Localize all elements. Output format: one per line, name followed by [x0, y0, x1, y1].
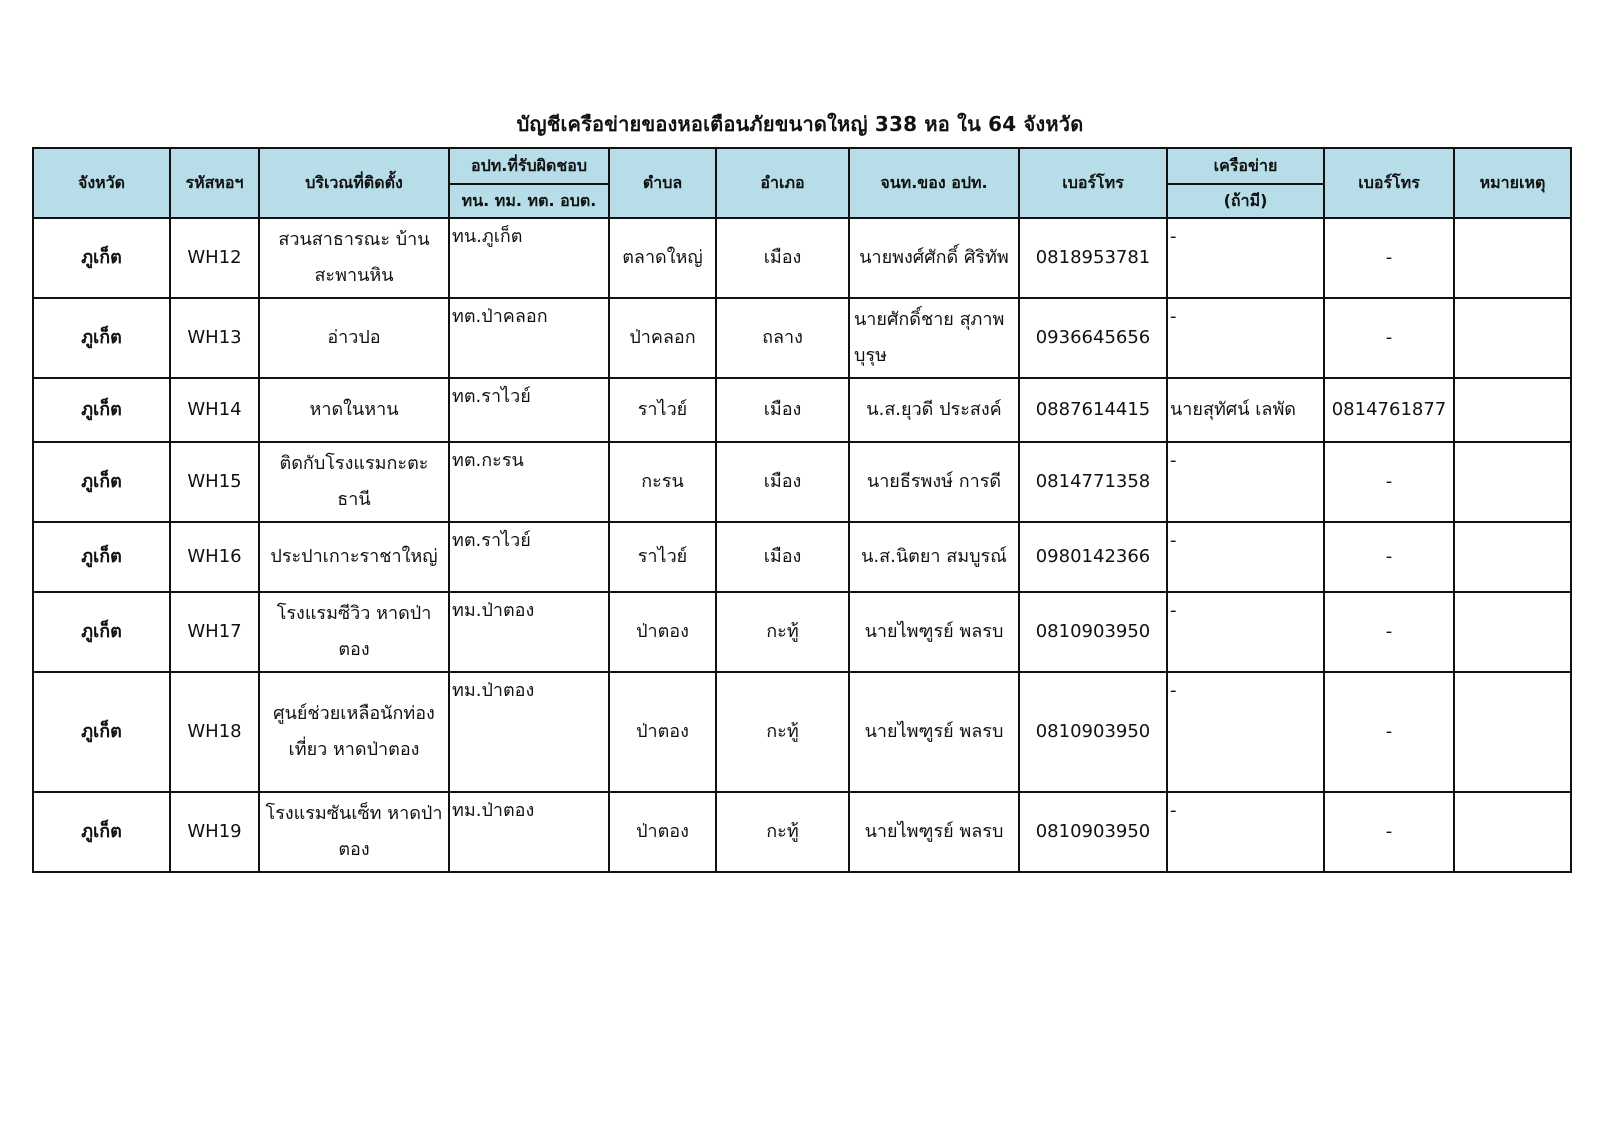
cell-district: ถลาง — [716, 298, 849, 378]
cell-subdistrict: ป่าตอง — [609, 672, 716, 792]
cell-network: - — [1167, 298, 1324, 378]
cell-network-phone: - — [1324, 592, 1454, 672]
header-agency-group: อปท.ที่รับผิดชอบ — [449, 148, 609, 184]
cell-province: ภูเก็ต — [33, 522, 170, 592]
cell-province: ภูเก็ต — [33, 592, 170, 672]
cell-subdistrict: ราไวย์ — [609, 378, 716, 442]
cell-phone: 0810903950 — [1019, 672, 1167, 792]
cell-code: WH13 — [170, 298, 259, 378]
cell-province: ภูเก็ต — [33, 672, 170, 792]
cell-code: WH12 — [170, 218, 259, 298]
cell-agency: ทม.ป่าตอง — [449, 792, 609, 872]
cell-phone: 0810903950 — [1019, 792, 1167, 872]
table-row — [33, 592, 1571, 672]
table-row — [33, 218, 1571, 298]
cell-district: เมือง — [716, 522, 849, 592]
cell-network-phone: - — [1324, 792, 1454, 872]
cell-phone: 0810903950 — [1019, 592, 1167, 672]
header-remarks: หมายเหตุ — [1454, 148, 1571, 218]
cell-network-phone: - — [1324, 218, 1454, 298]
cell-subdistrict: ป่าตอง — [609, 592, 716, 672]
cell-network: - — [1167, 522, 1324, 592]
table-body — [33, 218, 1571, 872]
header-officer: จนท.ของ อปท. — [849, 148, 1019, 218]
cell-network: - — [1167, 442, 1324, 522]
cell-area: ศูนย์ช่วยเหลือนักท่องเที่ยว หาดป่าตอง — [259, 672, 449, 792]
cell-officer: นายไพฑูรย์ พลรบ — [849, 592, 1019, 672]
cell-province: ภูเก็ต — [33, 298, 170, 378]
cell-province: ภูเก็ต — [33, 378, 170, 442]
cell-phone: 0814771358 — [1019, 442, 1167, 522]
cell-officer: นายพงศ์ศักดิ์ ศิริทัพ — [849, 218, 1019, 298]
cell-province: ภูเก็ต — [33, 218, 170, 298]
table-row — [33, 672, 1571, 792]
cell-subdistrict: ป่าคลอก — [609, 298, 716, 378]
cell-agency: ทต.กะรน — [449, 442, 609, 522]
header-district: อำเภอ — [716, 148, 849, 218]
cell-remarks — [1454, 672, 1571, 792]
document-title: บัญชีเครือข่ายของหอเตือนภัยขนาดใหญ่ 338 หอ ใน 64 จังหวัด — [516, 112, 1084, 136]
header-network-sub: (ถ้ามี) — [1167, 184, 1324, 218]
cell-remarks — [1454, 522, 1571, 592]
cell-network-phone: - — [1324, 298, 1454, 378]
cell-network: - — [1167, 792, 1324, 872]
table-row — [33, 298, 1571, 378]
table-row — [33, 522, 1571, 592]
cell-phone: 0980142366 — [1019, 522, 1167, 592]
cell-province: ภูเก็ต — [33, 442, 170, 522]
cell-district: กะทู้ — [716, 792, 849, 872]
header-phone: เบอร์โทร — [1019, 148, 1167, 218]
cell-district: เมือง — [716, 442, 849, 522]
cell-district: กะทู้ — [716, 592, 849, 672]
cell-area: หาดในหาน — [259, 378, 449, 442]
cell-agency: ทม.ป่าตอง — [449, 672, 609, 792]
table-row — [33, 378, 1571, 442]
cell-subdistrict: ตลาดใหญ่ — [609, 218, 716, 298]
cell-code: WH14 — [170, 378, 259, 442]
cell-officer: น.ส.ยุวดี ประสงค์ — [849, 378, 1019, 442]
cell-phone: 0887614415 — [1019, 378, 1167, 442]
cell-agency: ทต.ราไวย์ — [449, 378, 609, 442]
cell-phone: 0936645656 — [1019, 298, 1167, 378]
cell-subdistrict: กะรน — [609, 442, 716, 522]
cell-area: ติดกับโรงแรมกะตะธานี — [259, 442, 449, 522]
cell-remarks — [1454, 298, 1571, 378]
cell-officer: น.ส.นิตยา สมบูรณ์ — [849, 522, 1019, 592]
cell-officer: นายธีรพงษ์ การดี — [849, 442, 1019, 522]
cell-officer: นายไพฑูรย์ พลรบ — [849, 672, 1019, 792]
cell-network: - — [1167, 592, 1324, 672]
header-agency-sub: ทน. ทม. ทต. อบต. — [449, 184, 609, 218]
cell-officer: นายศักดิ์ชาย สุภาพบุรุษ — [849, 298, 1019, 378]
cell-area: อ่าวปอ — [259, 298, 449, 378]
header-network-phone: เบอร์โทร — [1324, 148, 1454, 218]
cell-subdistrict: ราไวย์ — [609, 522, 716, 592]
cell-subdistrict: ป่าตอง — [609, 792, 716, 872]
table-header — [33, 148, 1571, 218]
cell-agency: ทต.ป่าคลอก — [449, 298, 609, 378]
cell-network: - — [1167, 672, 1324, 792]
cell-code: WH16 — [170, 522, 259, 592]
table-row — [33, 792, 1571, 872]
cell-district: เมือง — [716, 218, 849, 298]
cell-agency: ทม.ป่าตอง — [449, 592, 609, 672]
warning-tower-table — [32, 147, 1572, 873]
header-install-area: บริเวณที่ติดตั้ง — [259, 148, 449, 218]
cell-network-phone: 0814761877 — [1324, 378, 1454, 442]
cell-district: กะทู้ — [716, 672, 849, 792]
cell-code: WH18 — [170, 672, 259, 792]
cell-area: โรงแรมซีวิว หาดป่าตอง — [259, 592, 449, 672]
cell-province: ภูเก็ต — [33, 792, 170, 872]
cell-remarks — [1454, 442, 1571, 522]
cell-network-phone: - — [1324, 522, 1454, 592]
cell-remarks — [1454, 592, 1571, 672]
cell-area: ประปาเกาะราชาใหญ่ — [259, 522, 449, 592]
cell-network-phone: - — [1324, 442, 1454, 522]
cell-agency: ทน.ภูเก็ต — [449, 218, 609, 298]
cell-network-phone: - — [1324, 672, 1454, 792]
cell-agency: ทต.ราไวย์ — [449, 522, 609, 592]
cell-network: - — [1167, 218, 1324, 298]
cell-remarks — [1454, 218, 1571, 298]
cell-code: WH15 — [170, 442, 259, 522]
cell-network: นายสุทัศน์ เลพัด — [1167, 378, 1324, 442]
header-network-group: เครือข่าย — [1167, 148, 1324, 184]
cell-remarks — [1454, 378, 1571, 442]
cell-area: โรงแรมซันเซ็ท หาดป่าตอง — [259, 792, 449, 872]
header-tower-code: รหัสหอฯ — [170, 148, 259, 218]
table-row — [33, 442, 1571, 522]
cell-code: WH17 — [170, 592, 259, 672]
cell-remarks — [1454, 792, 1571, 872]
cell-district: เมือง — [716, 378, 849, 442]
cell-code: WH19 — [170, 792, 259, 872]
header-province: จังหวัด — [33, 148, 170, 218]
header-subdistrict: ตำบล — [609, 148, 716, 218]
cell-phone: 0818953781 — [1019, 218, 1167, 298]
cell-area: สวนสาธารณะ บ้านสะพานหิน — [259, 218, 449, 298]
cell-officer: นายไพฑูรย์ พลรบ — [849, 792, 1019, 872]
